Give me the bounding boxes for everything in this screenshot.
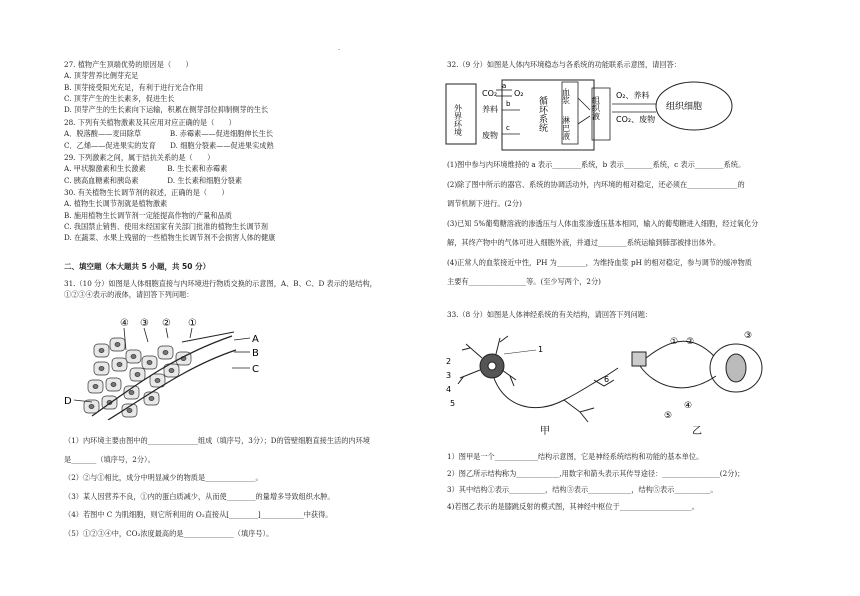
cell-nucleus [149,397,154,401]
section-title: 二、填空题（本大题共 5 小题，共 50 分） [64,262,211,271]
fig32-co2: CO₂ [482,89,498,98]
q32-question-line: (3)已知 5%葡萄糖溶液的渗透压与人体血浆渗透压基本相同，输入的葡萄糖进入细胞，经过氧化分 [447,218,759,228]
q29-line: 29. 下列激素之间，属于拮抗关系的是（ ） [64,153,215,162]
fig33-c2: ② [686,337,695,347]
cell-nucleus [99,367,104,371]
q31-question-line: （3）某人因营养不良，①内的蛋白质减少，从而使________的量增多导致组织水肿。 [64,491,335,501]
fig32-co2waste: CO₂、废物 [616,115,656,124]
fig33-n3: 3 [446,371,452,380]
q31-question-line: （2）②与①相比，成分中明显减少的物质是______________。 [64,473,263,482]
q33-question-line: 2）图乙所示结构称为____________,用数字和箭头表示其传导途径：________________(2分)； [447,468,745,478]
q27-line: C. 顶芽产生的生长素多，促进生长 [64,93,175,103]
fig32-outer: 外界环境 [453,104,463,136]
q31-intro-line: 31.（10 分）如图是人体细胞直接与内环境进行物质交换的示意图，A、B、C、D 表示的是结构， [64,279,377,288]
q32-question-line: 解，其终产物中的气体可进入细胞外液，并通过________系统运输到肺部被排出体外。 [447,238,721,247]
fig33-n6: 6 [604,375,610,384]
q33-question-line: 3）其中结构①表示__________，结构③表示____________，结构⑤表示__________。 [447,485,718,494]
cell-nucleus [129,391,134,395]
fig32-circ: 循环系统 [537,96,547,132]
q30-line: 30. 有关植物生长调节剂的叙述，正确的是（ ） [64,188,229,197]
q32-homeostasis-figure [444,76,744,154]
fig33-jia: 甲 [540,426,550,437]
cell-nucleus [99,349,104,353]
cell-nucleus [155,379,160,383]
fig31-label-D: D [64,396,72,407]
question-32-intro: 32.（9 分）如图是人体内环境稳态与各系统的功能联系示意图，请回答： [447,60,681,69]
q32-question-line: 主要有________________等。(至少写两个，2分) [447,277,601,286]
fig33-n4: 4 [446,385,452,394]
fig33-c3: ③ [744,331,753,341]
fig32-food: 养料 [482,105,498,114]
q30-line: B. 施用植物生长调节剂一定能提高作物的产量和品质 [64,210,232,220]
cell-nucleus [89,405,94,409]
q28-line: 28. 下列有关植物激素及其应用对应正确的是（ ） [64,118,236,127]
q27-line: B. 顶芽接受阳光充足，有利于进行光合作用 [64,82,204,92]
q32-question-line: (2)除了图中所示的器官、系统的协调活动外，内环境的相对稳定，还必须在______________的 [447,179,745,189]
q29-line: C. 胰高血糖素和胰岛素 D. 生长素和细胞分裂素 [64,175,243,185]
fig31-label-2: ② [162,318,171,329]
cell-nucleus [127,409,132,413]
fig32-c: c [506,124,510,132]
fig33-c5: ⑤ [664,411,673,421]
q32-question-line: (1)图中参与内环境维持的 a 表示________系统，b 表示________系统，c 表示________系统。 [447,160,746,169]
fig32-cell: 组织细胞 [666,102,703,112]
q31-question-line: （4）若图中 C 为肌细胞，则它所利用的 O₂直接从[________]____________中获得。 [64,510,333,519]
page-dot: . [338,44,341,52]
question-33-intro: 33.（8 分）如图是人体神经系统的有关结构，请回答下列问题： [447,310,653,319]
q32-question-line: (4)正常人的血浆接近中性，PH 为________，为维持血浆 pH 的相对稳定，参与调节的缓冲物质 [447,257,752,267]
fig33-yi: 乙 [692,426,702,437]
cell-nucleus [147,361,152,365]
cell-nucleus [111,383,116,387]
q31-tissue-figure [64,316,274,420]
fig31-label-4: ④ [120,318,129,329]
q28-line: A．脱落酸——麦田除草 B. 赤霉素——促进细胞伸长生长 [64,129,274,139]
q27-line: D. 顶芽产生的生长素向下运输，积累在侧芽部位抑制侧芽的生长 [64,105,269,115]
q27-line: 27. 植物产生顶端优势的原因是（ ） [64,60,193,69]
cell-nucleus [169,369,174,373]
fig31-label-B: B [252,348,259,359]
fig32-o2food: O₂、养料 [616,91,650,100]
q30-line: A. 植物生长调节剂就是植物激素 [64,199,168,209]
right-column [430,0,860,596]
q31-question-line: （5）①②③④中，CO₂浓度最高的是______________（填序号）。 [64,528,274,538]
q32-question-line: 调节机制下进行。(2分) [447,199,522,208]
fig31-label-A: A [252,334,259,345]
q33-nervous-figure [444,326,774,438]
fig33-c1: ① [670,337,679,347]
fig33-n5: 5 [450,399,456,408]
cell-nucleus [93,385,98,389]
q33-question-line: 1）图甲是一个____________结构示意图，它是神经系统结构和功能的基本单位。 [447,452,704,461]
fig32-waste: 废物 [482,131,498,140]
fig31-label-1: ① [188,318,197,329]
q30-line: C. 我国禁止销售、使用未经国家有关部门批准的植物生长调节剂 [64,221,268,231]
q27-line: A. 顶芽营养比侧芽充足 [64,71,139,81]
q31-question-line: （1）内环境主要由图中的______________组成（填序号，3分）；D的管壁细胞直接生活的内环境 [64,436,370,445]
q31-question-line: 是_______（填序号，2分）。 [64,454,155,464]
fig31-label-C: C [252,364,259,375]
fig32-tissue: 组织液 [591,96,601,120]
fig31-label-3: ③ [140,318,149,329]
fig32-lymph: 淋巴液 [561,116,571,140]
cell-nucleus [117,363,122,367]
cell-nucleus [135,373,140,377]
q31-intro-line: ①②③④表示的液体，请回答下列问题： [64,290,194,299]
fig32-b: b [506,100,511,108]
q29-line: A. 甲状腺激素和生长激素 B. 生长素和赤霉素 [64,164,228,174]
fig32-o2: O₂ [514,89,524,98]
cell-nucleus [115,343,120,347]
cell-nucleus [131,355,136,359]
fig33-n2: 2 [446,357,452,366]
fig33-n1: 1 [538,345,544,354]
fig32-a: a [502,82,507,90]
q30-line: D. 在蔬菜、水果上残留的一些植物生长调节剂不会损害人体的健康 [64,233,276,243]
q33-question-line: 4)若图乙表示的是膝跳反射的模式图，其神经中枢位于____________________。 [447,501,699,511]
q28-line: C．乙烯——促进果实的发育 D. 细胞分裂素——促进果实成熟 [64,140,274,150]
fig32-blood: 血浆 [561,88,571,104]
fig33-c4: ④ [684,401,693,411]
cell-nucleus [163,351,168,355]
